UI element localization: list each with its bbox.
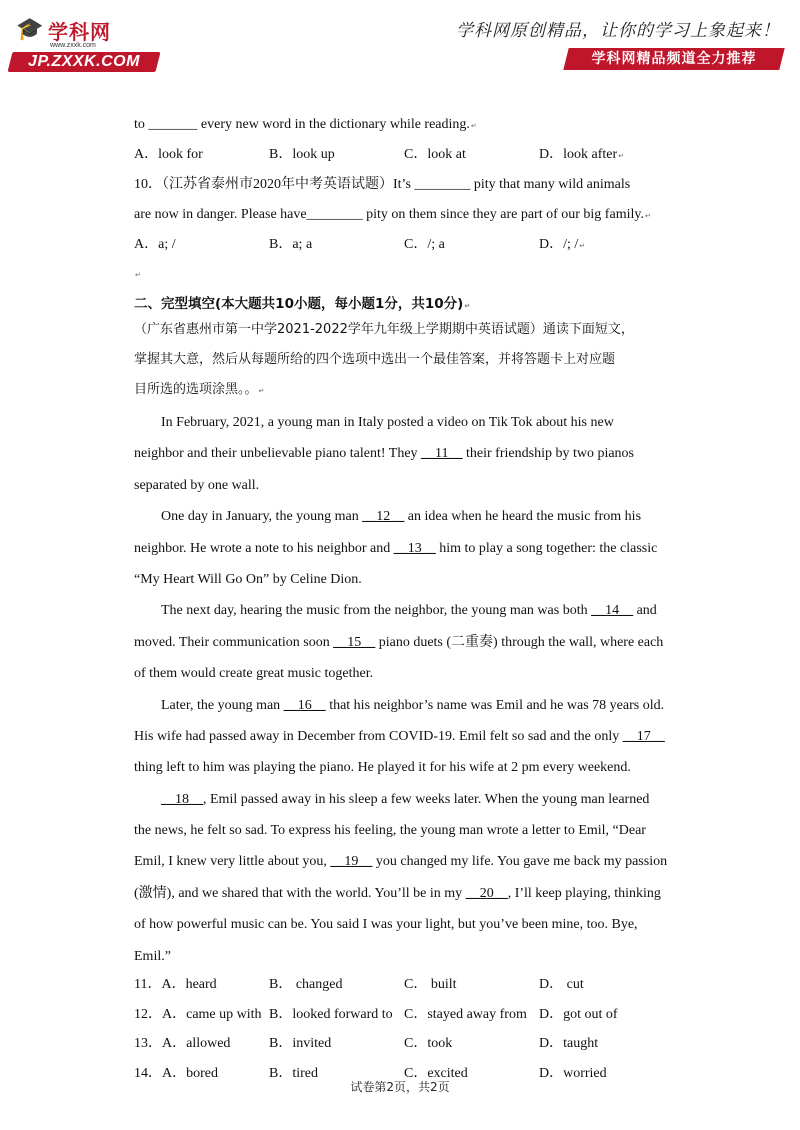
logo-url: www.zxxk.com — [50, 42, 96, 49]
passage-line: thing left to him was playing the piano. He played it for his wife at 2 pm every weekend. — [134, 760, 631, 776]
passage-line: neighbor and their unbelievable piano talent! They __11__ their friendship by two pianos — [134, 446, 635, 462]
passage-line: neighbor. He wrote a note to his neighbor and __13__ him to play a song together: the classic — [134, 540, 658, 556]
cloze-blank: __14__ — [591, 603, 634, 619]
option: D． cut — [539, 977, 584, 993]
answer-row — [134, 972, 674, 1002]
question-9-options — [134, 142, 674, 172]
option: D．/; /↵ — [539, 236, 586, 252]
option: D．got out of — [539, 1006, 618, 1022]
passage-line: of how powerful music can be. You said I was your light, but you’ve been mine, too. Bye, — [134, 917, 638, 933]
option: B．invited — [269, 1036, 332, 1052]
page-footer: 试卷第2页，共2页 — [350, 1080, 450, 1094]
passage-line: Later, the young man __16__ that his neighbor’s name was Emil and he was 78 years old. — [161, 697, 665, 713]
option: C．stayed away from — [404, 1006, 527, 1022]
option: D．taught — [539, 1036, 599, 1052]
option: A．a; / — [134, 236, 176, 252]
passage-line: Emil.” — [134, 948, 171, 964]
question-9-stem-end: to _______ every new word in the dictionary while reading.↵ — [134, 117, 477, 132]
cloze-blank: __11__ — [421, 446, 463, 462]
section-intro-line: （广东省惠州市第一中学2021-2022学年九年级上学期期中英语试题）通读下面短文， — [134, 322, 634, 337]
site-logo[interactable] — [12, 14, 112, 48]
option: B． changed — [269, 977, 343, 993]
option: C． built — [404, 977, 457, 993]
passage-line: In February, 2021, a young man in Italy posted a video on Tik Tok about his new — [161, 415, 614, 430]
option: 12．A．came up with — [134, 1006, 262, 1022]
passage-line: __18__, Emil passed away in his sleep a few weeks later. When the young man learned — [161, 791, 650, 807]
option: D．worried — [539, 1065, 607, 1081]
cloze-blank: __17__ — [622, 728, 665, 744]
passage-line: “My Heart Will Go On” by Celine Dion. — [134, 571, 362, 587]
passage-line: One day in January, the young man __12__ an idea when he heard the music from his — [161, 509, 642, 525]
option: C．/; a — [404, 236, 445, 252]
option: B．tired — [269, 1065, 318, 1081]
option: 11．A．heard — [134, 977, 217, 993]
option: C．excited — [404, 1065, 468, 1081]
cloze-blank: __19__ — [330, 854, 373, 870]
answer-row — [134, 1002, 674, 1032]
passage-line: The next day, hearing the music from the neighbor, the young man was both __14__ and — [161, 603, 657, 619]
answer-options — [134, 972, 674, 1090]
answer-row — [134, 1031, 674, 1061]
question-10-options — [134, 232, 674, 262]
cloze-passage — [134, 407, 674, 972]
option: A．look for — [134, 147, 203, 162]
passage-line: Emil, I knew very little about you, __19__ you changed my life. You gave me back my passion — [134, 854, 668, 870]
logo-banner-text[interactable]: JP.ZXXK.COM — [28, 53, 140, 70]
cloze-blank: __13__ — [393, 540, 436, 556]
option: D．look after↵ — [539, 147, 625, 162]
page-header — [0, 0, 800, 80]
cloze-blank: __18__ — [161, 791, 203, 807]
section-heading: 二、完型填空(本大题共10小题，每小题1分，共10分)↵ — [134, 296, 471, 312]
section-intro-line: 目所选的选项涂黑。。↵ — [134, 382, 265, 397]
option: B．look up — [269, 147, 335, 162]
passage-line: moved. Their communication soon __15__ piano duets (二重奏) through the wall, where each — [134, 634, 664, 650]
question-10-line-2: are now in danger. Please have________ pity on them since they are part of our big family.↵ — [134, 206, 651, 222]
channel-banner-text: 学科网精品频道全力推荐 — [591, 51, 757, 67]
passage-line: His wife had passed away in December from COVID-19. Emil felt so sad and the only __17__ — [134, 728, 665, 744]
cloze-blank: __20__ — [465, 885, 508, 901]
passage-line: (激情), and we shared that with the world. You’ll be in my __20__, I’ll keep playing, thinking — [134, 885, 661, 901]
graduation-cap-icon: 🎓 — [16, 16, 44, 41]
cloze-blank: __12__ — [362, 509, 405, 525]
option: C．took — [404, 1036, 453, 1052]
option: B．a; a — [269, 236, 313, 252]
option: B．looked forward to — [269, 1006, 393, 1022]
cloze-blank: __16__ — [283, 697, 326, 713]
cloze-blank: __15__ — [333, 634, 376, 650]
passage-line: of them would create great music together. — [134, 666, 374, 682]
section-intro-line: 掌握其大意，然后从每题所给的四个选项中选出一个最佳答案，并将答题卡上对应题 — [134, 352, 616, 367]
option: 14．A．bored — [134, 1065, 218, 1081]
option: 13．A．allowed — [134, 1036, 231, 1052]
question-10-line-1: 10．（江苏省泰州市2020年中考英语试题）It’s ________ pity that many wild animals — [134, 176, 631, 192]
passage-line: the news, he felt so sad. To express his feeling, the young man wrote a letter to Emil, “Dear — [134, 823, 646, 839]
document-body — [134, 112, 674, 1090]
passage-line: separated by one wall. — [134, 477, 260, 493]
empty-paragraph: ↵ — [135, 271, 141, 279]
header-slogan: 学科网原创精品，让你的学习上象起来！ — [456, 21, 780, 41]
logo-name: 学科网 — [48, 20, 111, 44]
option: C．look at — [404, 147, 466, 162]
